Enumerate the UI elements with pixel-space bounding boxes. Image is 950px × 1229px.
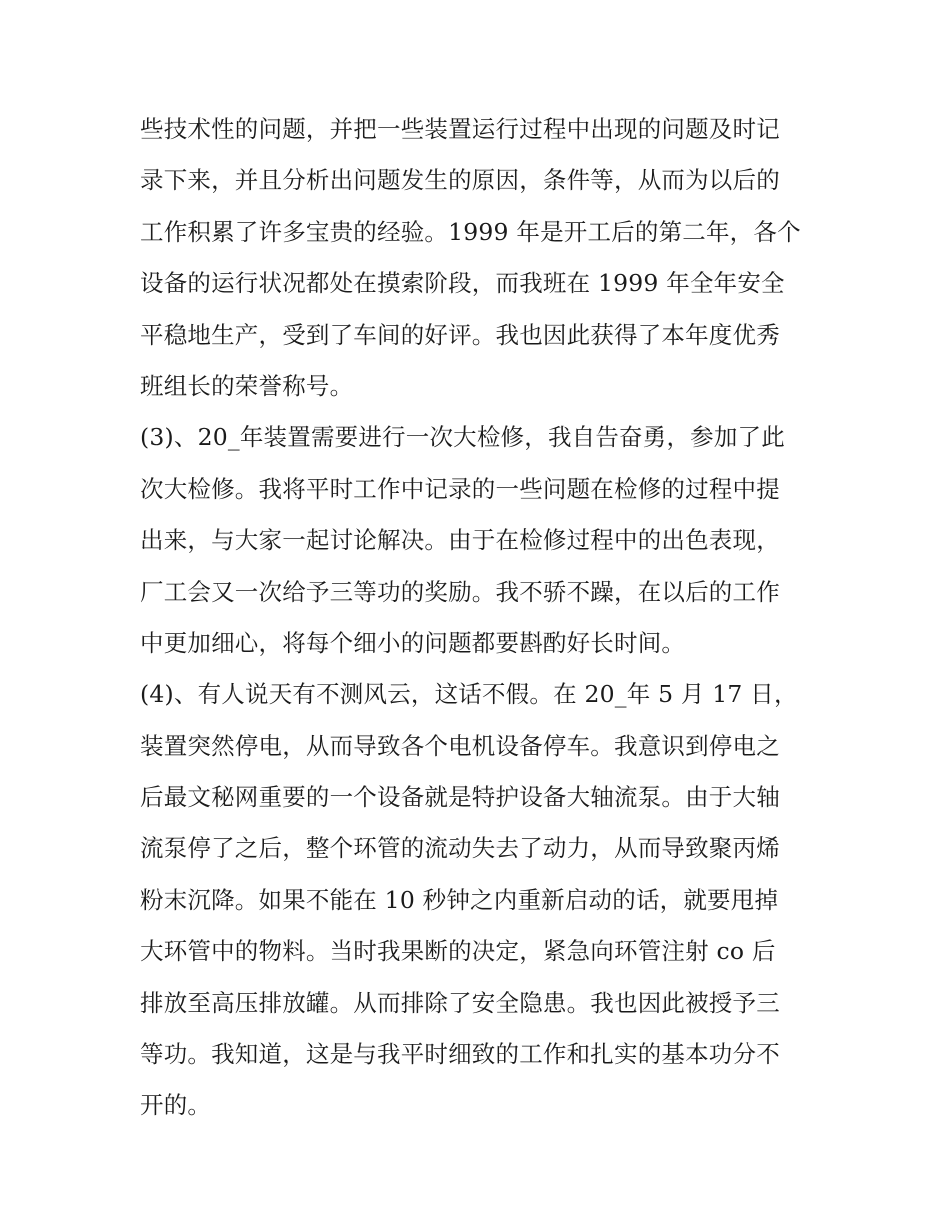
text-line: 流泵停了之后，整个环管的流动失去了动力，从而导致聚丙烯 xyxy=(140,834,780,863)
text-line: 排放至高压排放罐。从而排除了安全隐患。我也因此被授予三 xyxy=(140,988,780,1017)
text-line: 等功。我知道，这是与我平时细致的工作和扎实的基本功分不 xyxy=(140,1040,780,1069)
text-line: 班组长的荣誉称号。 xyxy=(140,371,354,400)
text-line: 装置突然停电，从而导致各个电机设备停车。我意识到停电之 xyxy=(140,731,780,760)
text-line: 次大检修。我将平时工作中记录的一些问题在检修的过程中提 xyxy=(140,474,780,503)
text-line: 厂工会又一次给予三等功的奖励。我不骄不躁，在以后的工作 xyxy=(140,577,780,606)
body-text xyxy=(140,104,820,1132)
text-line: 录下来，并且分析出问题发生的原因，条件等，从而为以后的 xyxy=(140,166,780,195)
text-line: 后最文秘网重要的一个设备就是特护设备大轴流泵。由于大轴 xyxy=(140,783,780,812)
paragraph-start-line: (4)、有人说天有不测风云，这话不假。在 20_年 5 月 17 日， xyxy=(140,680,798,709)
paragraph-start-line: (3)、20_年装置需要进行一次大检修，我自告奋勇，参加了此 xyxy=(140,423,785,452)
text-line: 粉末沉降。如果不能在 10 秒钟之内重新启动的话，就要甩掉 xyxy=(140,885,779,914)
text-line: 平稳地生产，受到了车间的好评。我也因此获得了本年度优秀 xyxy=(140,320,780,349)
text-line: 工作积累了许多宝贵的经验。1999 年是开工后的第二年，各个 xyxy=(140,217,801,246)
text-line: 中更加细心，将每个细小的问题都要斟酌好长时间。 xyxy=(140,628,686,657)
text-line: 出来，与大家一起讨论解决。由于在检修过程中的出色表现， xyxy=(140,526,780,555)
text-line: 些技术性的问题，并把一些装置运行过程中出现的问题及时记 xyxy=(140,115,780,143)
text-line: 大环管中的物料。当时我果断的决定，紧急向环管注射 co 后 xyxy=(140,937,776,966)
text-line: 开的。 xyxy=(140,1091,212,1120)
text-line: 设备的运行状况都处在摸索阶段，而我班在 1999 年全年安全 xyxy=(140,269,785,298)
